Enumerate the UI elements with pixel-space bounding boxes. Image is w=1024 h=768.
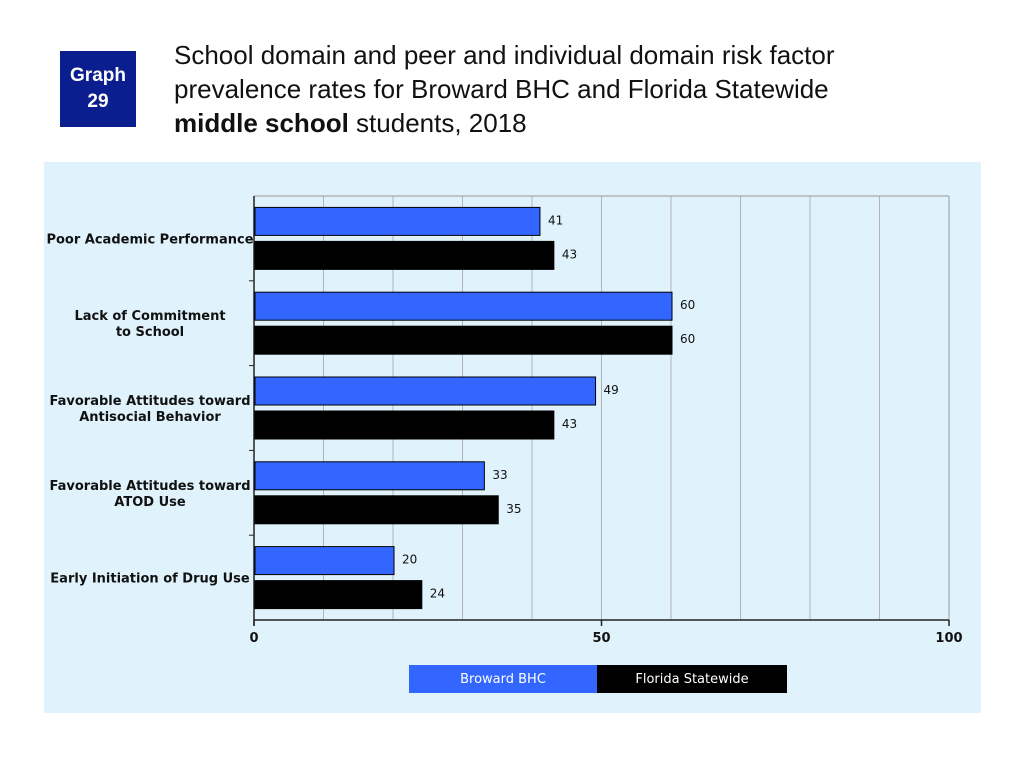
data-label: 20 xyxy=(402,552,418,567)
category-label: Antisocial Behavior xyxy=(79,410,221,425)
category-label: Lack of Commitment xyxy=(74,309,226,325)
title-bold: middle school xyxy=(174,108,349,138)
legend-item-broward: Broward BHC xyxy=(409,665,597,693)
bar-broward xyxy=(255,547,394,575)
category-label: Poor Academic Performance xyxy=(46,232,254,248)
chart-legend xyxy=(409,665,787,693)
category-label: to School xyxy=(115,325,185,341)
bar-broward xyxy=(255,207,540,235)
bar-florida xyxy=(255,326,672,354)
bar-broward xyxy=(255,462,484,490)
category-label: ATOD Use xyxy=(114,494,186,510)
category-label: Favorable Attitudes toward xyxy=(49,478,251,494)
x-tick-label: 100 xyxy=(935,631,963,646)
title-line-2: prevalence rates for Broward BHC and Florida Statewide xyxy=(174,74,829,104)
data-label: 43 xyxy=(561,417,578,431)
title-rest: students, 2018 xyxy=(356,108,527,138)
data-label: 35 xyxy=(506,501,522,516)
title-line-1: School domain and peer and individual domain risk factor xyxy=(174,40,835,70)
bar-florida xyxy=(255,411,554,439)
bar-florida xyxy=(255,496,498,524)
bar-florida xyxy=(255,241,554,269)
bar-florida xyxy=(255,581,422,609)
bar-broward xyxy=(255,377,596,405)
category-label: Early Initiation of Drug Use xyxy=(50,571,250,587)
data-label: 24 xyxy=(429,586,446,601)
data-label: 60 xyxy=(680,298,696,313)
legend-item-florida: Florida Statewide xyxy=(597,665,787,693)
data-label: 43 xyxy=(561,247,578,262)
data-label: 60 xyxy=(680,332,696,347)
category-label: Favorable Attitudes toward xyxy=(49,394,251,409)
data-label: 33 xyxy=(492,467,508,482)
data-label: 41 xyxy=(547,213,564,228)
x-tick-label: 50 xyxy=(592,631,611,646)
bar-broward xyxy=(255,292,672,320)
x-tick-label: 0 xyxy=(249,631,259,646)
badge-number: 29 xyxy=(87,91,109,112)
badge-label: Graph xyxy=(70,65,126,86)
data-label: 49 xyxy=(603,383,619,397)
